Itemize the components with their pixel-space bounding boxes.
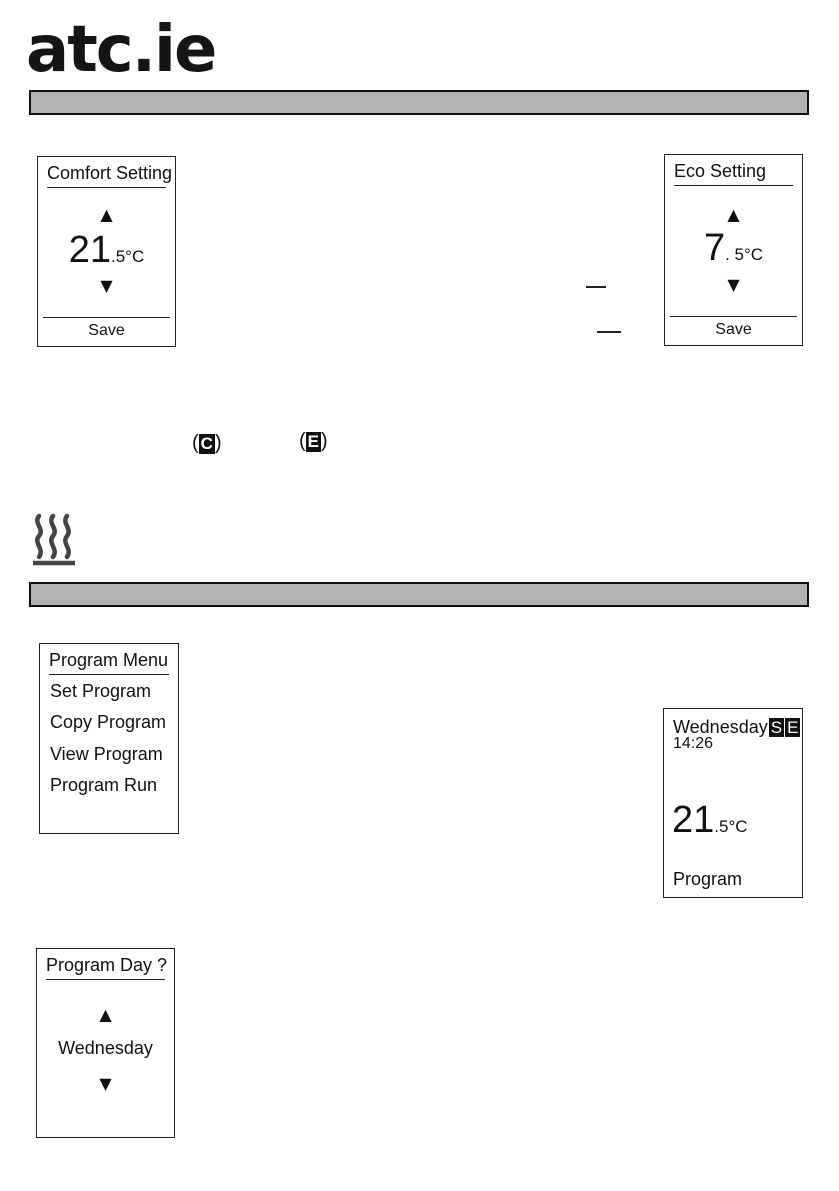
comfort-setting-screen [37, 156, 176, 347]
heat-waves-icon [30, 512, 78, 568]
down-arrow-icon: ▼ [727, 275, 740, 294]
menu-item-program-run: Program Run [50, 775, 158, 795]
status-screen [663, 708, 803, 898]
save-label: Save [670, 316, 797, 339]
screen-title: Comfort Setting [47, 163, 166, 188]
badge-s: S [770, 718, 783, 737]
save-label: Save [43, 317, 170, 340]
menu-item-set-program: Set Program [50, 681, 152, 701]
up-arrow-icon: ▲ [727, 205, 740, 224]
section-header-bar [29, 582, 809, 607]
program-menu-screen [39, 643, 179, 834]
temp-minor: .5°C [111, 247, 145, 266]
menu-item-copy-program: Copy Program [50, 712, 167, 732]
comfort-c-icon: C [200, 433, 213, 453]
paren-close: ) [321, 430, 328, 452]
mode-label: Program [673, 869, 743, 889]
underline-mark [597, 331, 621, 333]
menu-item-view-program: View Program [50, 744, 163, 764]
screen-title: Eco Setting [674, 161, 793, 186]
temperature-value [665, 227, 802, 270]
temperature-value [38, 229, 175, 272]
time-label: 14:26 [673, 735, 714, 752]
temp-major: 21 [68, 229, 111, 271]
down-arrow-icon: ▼ [99, 1074, 112, 1093]
section-header-bar [29, 90, 809, 115]
status-temperature [672, 799, 748, 842]
program-day-screen [36, 948, 175, 1138]
eco-setting-screen [664, 154, 803, 346]
temp-major: 7 [703, 227, 726, 269]
paren-open: ( [299, 430, 306, 452]
up-arrow-icon: ▲ [99, 1005, 112, 1024]
screen-title: Program Day ? [46, 955, 165, 980]
paren-close: ) [214, 432, 222, 454]
atc-logo: atc.ie [26, 13, 216, 87]
up-arrow-icon: ▲ [100, 205, 113, 224]
temp-minor: . 5°C [725, 245, 764, 264]
down-arrow-icon: ▼ [100, 276, 113, 295]
day-label: Wednesday [673, 717, 768, 737]
day-value: Wednesday [58, 1038, 153, 1058]
comfort-mode-indicator [192, 432, 222, 455]
underline-mark [586, 286, 606, 288]
screen-title: Program Menu [49, 650, 169, 675]
eco-e-icon: E [307, 431, 320, 451]
badge-e: E [787, 718, 799, 737]
paren-open: ( [192, 432, 199, 454]
eco-mode-indicator [299, 430, 328, 453]
temp-major: 21 [672, 799, 715, 841]
temp-minor: .5°C [714, 817, 748, 836]
